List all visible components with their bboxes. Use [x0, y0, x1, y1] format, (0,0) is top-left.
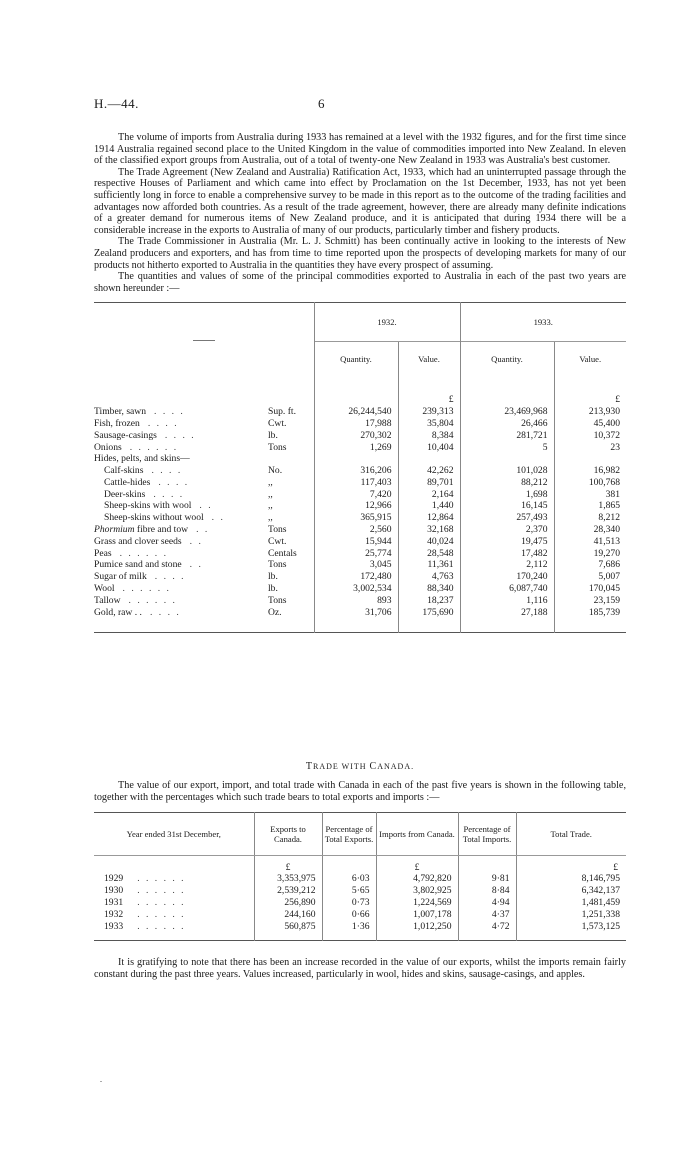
pound-sign: £ [554, 376, 626, 406]
leader-dots: . . [199, 500, 213, 512]
value-1933: 5,007 [554, 571, 626, 583]
pct-imports-column-header: Percentage of Total Imports. [458, 812, 516, 855]
imports-column-header: Imports from Canada. [376, 812, 458, 855]
leader-dots: . . [196, 524, 210, 536]
intro-paragraph: The Trade Commissioner in Australia (Mr. L. J. Schmitt) has been continually active in looking to the interests of New Zealand producers and exporters, and has from time to time reported upon the prospects of developing markets for many of our products not hitherto exported to Australia in the quantities they have every prospect of assuming. [94, 236, 626, 271]
quantity-1932: 316,206 [314, 465, 398, 477]
trade-year-row [94, 909, 626, 921]
year-label: 1932 [104, 908, 124, 920]
value-1932: 89,701 [398, 477, 460, 489]
leader-dots: . . . . . . [137, 908, 186, 920]
page-number: 6 [318, 96, 325, 111]
leader-dots: . . . . [151, 465, 183, 477]
value-1932: 28,548 [398, 548, 460, 560]
commodity-unit: Centals [268, 547, 297, 559]
trade-year-row [94, 921, 626, 941]
pct-exports-value: 6·03 [322, 873, 376, 885]
year-1933-header: 1933. [460, 303, 626, 342]
commodity-unit: Tons [268, 594, 287, 606]
leader-dots: . . . . [154, 571, 186, 583]
value-header: Value. [398, 342, 460, 377]
pound-sign: £ [376, 855, 458, 873]
leader-dots: . . . . [164, 429, 196, 441]
commodity-unit: Oz. [268, 606, 282, 618]
commodity-name [94, 559, 262, 571]
value-1933: 100,768 [554, 477, 626, 489]
quantity-1933: 281,721 [460, 430, 554, 442]
pct-imports-value: 4·72 [458, 921, 516, 941]
quantity-1932: 31,706 [314, 607, 398, 633]
total-trade-value: 1,573,125 [516, 921, 626, 941]
commodity-label: Calf-skins [104, 465, 144, 477]
quantity-1933: 101,028 [460, 465, 554, 477]
quantity-1932: 17,988 [314, 418, 398, 430]
stray-mark: . [100, 1075, 102, 1084]
quantity-1933: 17,482 [460, 548, 554, 560]
page-header [94, 96, 626, 116]
value-1933: 28,340 [554, 524, 626, 536]
commodity-unit: Cwt. [268, 535, 287, 547]
commodity-label: Tallow [94, 594, 121, 606]
quantity-1933: 170,240 [460, 571, 554, 583]
commodity-label: Deer-skins [104, 488, 146, 500]
quantity-1932: 7,420 [314, 489, 398, 501]
quantity-1932: 117,403 [314, 477, 398, 489]
pound-sign: £ [398, 376, 460, 406]
commodity-unit: Tons [268, 441, 287, 453]
commodity-name [94, 442, 262, 454]
quantity-1932: 893 [314, 595, 398, 607]
commodity-row [94, 442, 626, 454]
commodity-row [94, 607, 626, 633]
commodity-row [94, 477, 626, 489]
australia-table-body [94, 376, 626, 633]
pct-exports-value: 0·66 [322, 909, 376, 921]
commodity-label: Cattle-hides [104, 476, 151, 488]
leader-dots: . . . . . . [137, 920, 186, 932]
value-1932: 40,024 [398, 536, 460, 548]
leader-dots: . . . . . . [119, 547, 168, 559]
year-cell [94, 897, 254, 909]
intro-paragraph: The volume of imports from Australia during 1933 has remained at a level with the 1932 figures, and for the first time since 1914 Australia regained second place to the United Kingdom in the value of commodities imported into New Zealand. In eleven of the classified export groups from Australia, out of a total of twenty-one New Zealand in 1933 was Australia's best customer. [94, 132, 626, 167]
year-cell [94, 885, 254, 897]
commodity-name [94, 536, 262, 548]
value-1933: 185,739 [554, 607, 626, 633]
section-title-part: RADE WITH [313, 762, 370, 772]
commodity-unit: Sup. ft. [268, 406, 296, 418]
quantity-1932: 12,966 [314, 500, 398, 512]
quantity-1933: 6,087,740 [460, 583, 554, 595]
exports-value: 3,353,975 [254, 873, 322, 885]
value-1933: 23 [554, 442, 626, 454]
commodity-row [94, 595, 626, 607]
commodity-label: Grass and clover seeds [94, 535, 182, 547]
commodity-unit: ,, [268, 512, 273, 524]
commodity-name [94, 430, 262, 442]
quantity-1932: 26,244,540 [314, 406, 398, 418]
commodity-label: Peas [94, 547, 112, 559]
value-header: Value. [554, 342, 626, 377]
section-title-part: ANADA. [377, 762, 415, 772]
leader-dots: . . . . [158, 476, 190, 488]
commodity-row [94, 430, 626, 442]
commodity-row [94, 571, 626, 583]
quantity-1933: 5 [460, 442, 554, 454]
commodity-row [94, 453, 626, 465]
closing-paragraph: It is gratifying to note that there has been an increase recorded in the value of our exports, whilst the imports remain fairly constant during the past three years. Values increased, particularly in wool, hides and skins, sausage-casings, and apples. [94, 957, 626, 981]
trade-year-row [94, 873, 626, 885]
leader-dots: . . . . . . [137, 897, 186, 909]
value-1932: 8,384 [398, 430, 460, 442]
commodity-row [94, 418, 626, 430]
quantity-1933: 2,112 [460, 559, 554, 571]
leader-dots: . . [211, 512, 225, 524]
value-1933: 7,686 [554, 559, 626, 571]
value-1933: 170,045 [554, 583, 626, 595]
commodity-name [94, 500, 262, 512]
commodity-label: Pumice sand and stone [94, 559, 182, 571]
quantity-1932 [314, 453, 398, 465]
value-1932: 12,864 [398, 512, 460, 524]
year-cell [94, 873, 254, 885]
quantity-1933: 257,493 [460, 512, 554, 524]
commodity-name [94, 406, 262, 418]
commodity-label: Sugar of milk [94, 571, 147, 583]
quantity-1932: 172,480 [314, 571, 398, 583]
year-1932-header: 1932. [314, 303, 460, 342]
value-1932: 35,804 [398, 418, 460, 430]
quantity-1933: 1,116 [460, 595, 554, 607]
value-1933: 23,159 [554, 595, 626, 607]
trade-year-row [94, 885, 626, 897]
commodity-unit: No. [268, 465, 283, 477]
commodity-name [94, 489, 262, 501]
value-1932: 175,690 [398, 607, 460, 633]
commodity-name [94, 595, 262, 607]
pct-imports-value: 8·84 [458, 885, 516, 897]
section-title-initial: T [305, 761, 314, 773]
value-1932: 11,361 [398, 559, 460, 571]
total-trade-value: 6,342,137 [516, 885, 626, 897]
pct-imports-value: 4·37 [458, 909, 516, 921]
value-1933: 16,982 [554, 465, 626, 477]
leader-dots: . . . . [149, 606, 181, 618]
exports-value: 2,539,212 [254, 885, 322, 897]
leader-dots: . . . . [153, 488, 185, 500]
commodity-label: Gold, raw . . [94, 606, 142, 618]
leader-dots: . . . . . . [129, 441, 179, 453]
imports-value: 1,224,569 [376, 897, 458, 909]
value-1932: 239,313 [398, 406, 460, 418]
value-1932 [398, 453, 460, 465]
quantity-1933: 88,212 [460, 477, 554, 489]
year-label: 1929 [104, 873, 124, 885]
year-label: 1931 [104, 897, 124, 909]
commodity-name [94, 418, 262, 430]
value-1933: 381 [554, 489, 626, 501]
quantity-1932: 2,560 [314, 524, 398, 536]
pct-exports-value: 0·73 [322, 897, 376, 909]
imports-value: 4,792,820 [376, 873, 458, 885]
canada-trade-table [94, 812, 626, 942]
commodity-row [94, 536, 626, 548]
commodity-name [94, 583, 262, 595]
commodity-row [94, 548, 626, 560]
quantity-1933: 1,698 [460, 489, 554, 501]
value-1933: 8,212 [554, 512, 626, 524]
commodity-label: Sausage-casings [94, 429, 157, 441]
intro-paragraph: The Trade Agreement (New Zealand and Australia) Ratification Act, 1933, which had an uninterrupted passage through the respective Houses of Parliament and which came into effect by Proclamation on the 1st December, 1933, has not yet been sufficiently long in force to enable a comprehensive survey to be made in this report as to the outcome of the trading facilities and advantages now afforded both countries. As a result of the trade agreement, however, there are already many definite indications of a greater demand for numerous items of New Zealand produce, and it is anticipated that during 1934 there will be a considerable increase in the exports to Australia of many of our products, particularly timber and fishery products. [94, 166, 626, 236]
total-trade-column-header: Total Trade. [516, 812, 626, 855]
commodity-label: Onions [94, 441, 122, 453]
year-cell [94, 909, 254, 921]
commodity-unit: lb. [268, 583, 278, 595]
total-trade-value: 1,251,338 [516, 909, 626, 921]
intro-paragraph: The quantities and values of some of the principal commodities exported to Australia in each of the past two years are shown hereunder :— [94, 271, 626, 294]
quantity-1932: 1,269 [314, 442, 398, 454]
commodity-label: Wool [94, 583, 115, 595]
commodity-column-header [94, 303, 314, 377]
pct-exports-value: 5·65 [322, 885, 376, 897]
australia-exports-table [94, 302, 626, 633]
commodity-row [94, 583, 626, 595]
exports-value: 244,160 [254, 909, 322, 921]
value-1932: 32,168 [398, 524, 460, 536]
quantity-1932: 25,774 [314, 548, 398, 560]
commodity-label: Sheep-skins without wool [104, 512, 204, 524]
commodity-row [94, 524, 626, 536]
year-column-header: Year ended 31st December, [94, 812, 254, 855]
imports-value: 1,012,250 [376, 921, 458, 941]
commodity-name [94, 512, 262, 524]
year-label: 1933 [104, 920, 124, 932]
imports-value: 3,802,925 [376, 885, 458, 897]
value-1932: 2,164 [398, 489, 460, 501]
exports-value: 256,890 [254, 897, 322, 909]
commodity-unit: ,, [268, 500, 273, 512]
commodity-row [94, 500, 626, 512]
canada-table-body [94, 855, 626, 941]
total-trade-value: 1,481,459 [516, 897, 626, 909]
commodity-name [94, 477, 262, 489]
quantity-1932: 3,045 [314, 559, 398, 571]
leader-dots: . . . . [154, 406, 185, 418]
exports-column-header: Exports to Canada. [254, 812, 322, 855]
leader-dots: . . . . . . [122, 583, 171, 595]
leader-dots: . . . . . . [137, 873, 186, 885]
commodity-unit [262, 453, 314, 465]
year-label: 1930 [104, 885, 124, 897]
leader-dots: . . . . [147, 417, 179, 429]
quantity-1932: 365,915 [314, 512, 398, 524]
imports-value: 1,007,178 [376, 909, 458, 921]
exports-value: 560,875 [254, 921, 322, 941]
commodity-unit: Tons [268, 559, 287, 571]
quantity-1933: 16,145 [460, 500, 554, 512]
value-1932: 42,262 [398, 465, 460, 477]
quantity-1933: 19,475 [460, 536, 554, 548]
commodity-unit: ,, [268, 488, 273, 500]
value-1932: 10,404 [398, 442, 460, 454]
commodity-name [94, 571, 262, 583]
value-1933: 45,400 [554, 418, 626, 430]
leader-dots: . . [189, 535, 203, 547]
value-1933: 19,270 [554, 548, 626, 560]
commodity-unit: lb. [268, 429, 278, 441]
commodity-label: Hides, pelts, and skins— [94, 453, 190, 465]
commodity-name [94, 465, 262, 477]
document-page [94, 96, 626, 981]
value-1933 [554, 453, 626, 465]
quantity-1933 [460, 453, 554, 465]
pct-exports-value: 1·36 [322, 921, 376, 941]
pct-imports-value: 4·94 [458, 897, 516, 909]
quantity-1933: 23,469,968 [460, 406, 554, 418]
commodity-unit: Tons [268, 524, 287, 536]
commodity-name [94, 453, 262, 465]
leader-dots: . . . . . . [128, 594, 177, 606]
value-1932: 88,340 [398, 583, 460, 595]
commodity-name [94, 524, 262, 536]
commodity-row [94, 512, 626, 524]
commodity-unit: ,, [268, 476, 273, 488]
quantity-header: Quantity. [314, 342, 398, 377]
commodity-label: Phormium fibre and tow [94, 524, 189, 536]
value-1932: 18,237 [398, 595, 460, 607]
value-1933: 41,513 [554, 536, 626, 548]
total-trade-value: 8,146,795 [516, 873, 626, 885]
pct-exports-column-header: Percentage of Total Exports. [322, 812, 376, 855]
quantity-1932: 270,302 [314, 430, 398, 442]
commodity-label: Sheep-skins with wool [104, 500, 192, 512]
commodity-label: Fish, frozen [94, 417, 140, 429]
commodity-row [94, 489, 626, 501]
commodity-row [94, 465, 626, 477]
leader-dots: . . [189, 559, 203, 571]
pct-imports-value: 9·81 [458, 873, 516, 885]
quantity-1932: 15,944 [314, 536, 398, 548]
commodity-row [94, 559, 626, 571]
commodity-unit: Cwt. [268, 417, 287, 429]
quantity-1933: 27,188 [460, 607, 554, 633]
pound-sign: £ [516, 855, 626, 873]
commodity-name [94, 548, 262, 560]
value-1933: 213,930 [554, 406, 626, 418]
year-cell [94, 921, 254, 941]
section-title-initial: C [369, 761, 378, 773]
pound-sign: £ [254, 855, 322, 873]
commodity-unit: lb. [268, 571, 278, 583]
report-reference: H.—44. [94, 96, 139, 111]
value-1932: 4,763 [398, 571, 460, 583]
quantity-1932: 3,002,534 [314, 583, 398, 595]
value-1932: 1,440 [398, 500, 460, 512]
commodity-row [94, 406, 626, 418]
quantity-1933: 2,370 [460, 524, 554, 536]
section-title [94, 761, 626, 772]
header-dash [193, 340, 215, 341]
commodity-name [94, 607, 262, 633]
quantity-header: Quantity. [460, 342, 554, 377]
value-1933: 1,865 [554, 500, 626, 512]
quantity-1933: 26,466 [460, 418, 554, 430]
canada-intro-paragraph: The value of our export, import, and total trade with Canada in each of the past five years is shown in the following table, together with the percentages which such trade bears to total exports and imports :— [94, 780, 626, 804]
commodity-label: Timber, sawn [94, 406, 147, 418]
leader-dots: . . . . . . [137, 885, 186, 897]
trade-year-row [94, 897, 626, 909]
value-1933: 10,372 [554, 430, 626, 442]
